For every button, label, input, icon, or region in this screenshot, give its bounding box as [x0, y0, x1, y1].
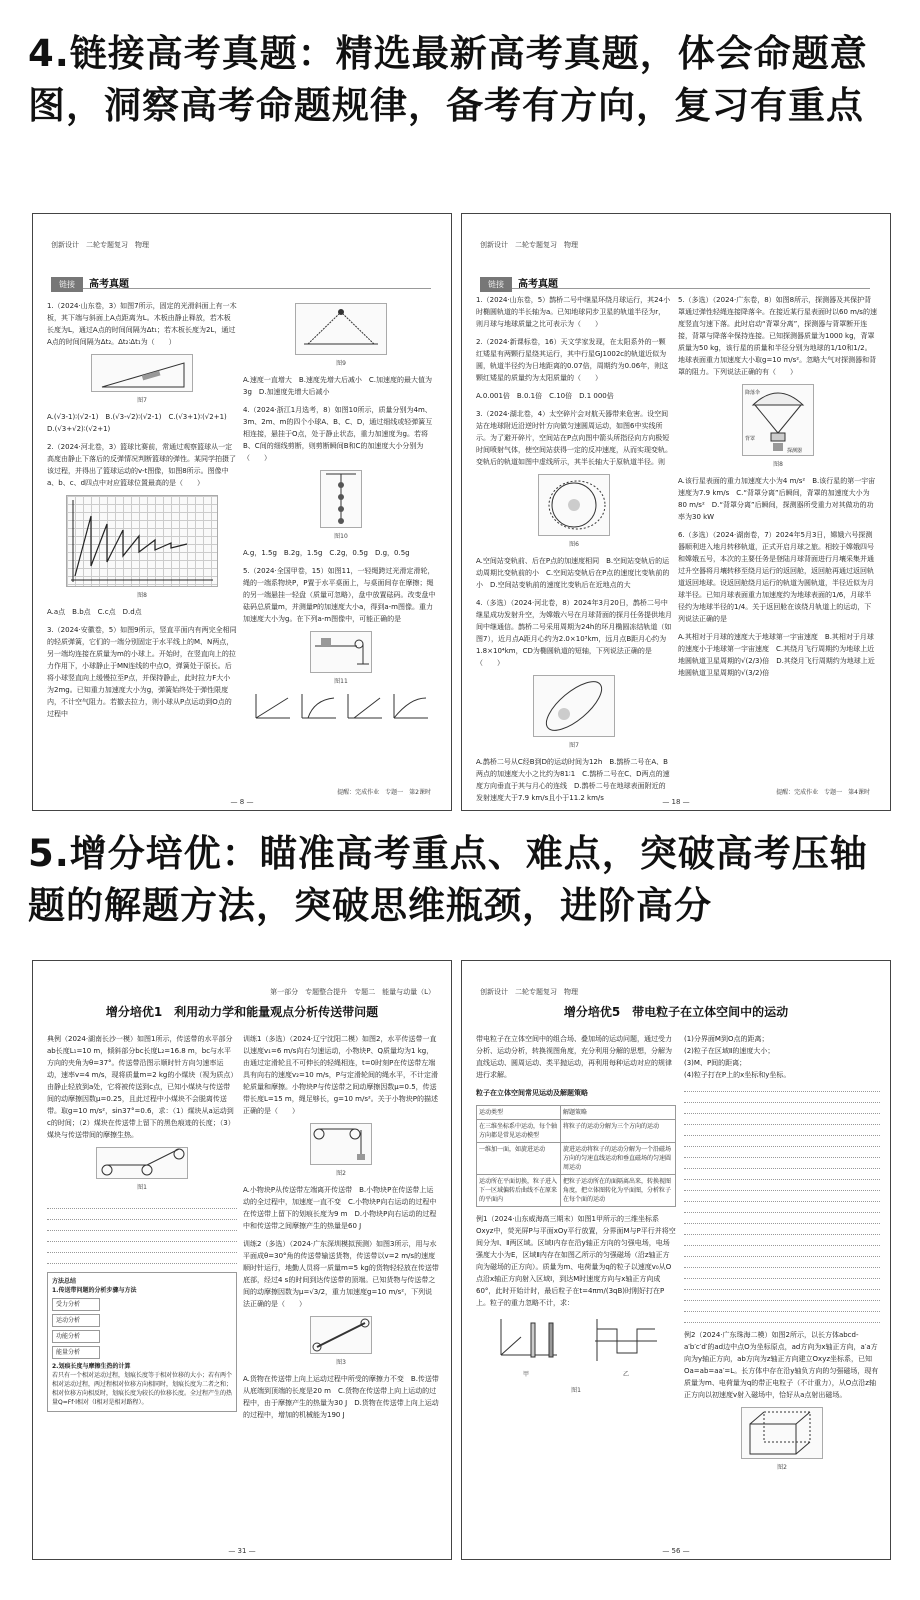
question: 2.（2024·新课标卷，16）天文学家发现，在太阳系外的一颗红矮星有两颗行星绕其运行，其中行星GJ1002c的轨道近似为圆，轨道半径约为日地距离的0.07倍，周期约为0.06年，则这颗红矮星的质量约为太阳质量的（ ） [476, 338, 669, 382]
footer-note: 提醒：完成作业 专题一 第2课时 [337, 789, 431, 796]
figure-sub-caption: 乙 [622, 1371, 629, 1378]
options: A.该行星表面的重力加速度大小为4 m/s² B.该行星的第一宇宙速度为7.9 km/s C.“背罩分离”后瞬间，背罩的加速度大小为80 m/s² D.“背罩分离”后瞬间，探测器所受重力对其做功的功率为30 kW [678, 477, 876, 521]
question: 3.（2024·安徽卷，5）如图9所示，竖直平面内有两完全相同的轻质弹簧，它们的一端分别固定于水平线上的M、N两点，另一端均连接在质量为m的小球上。开始时，在竖直向上的拉力作用下，小球静止于MN连线的中点O，弹簧处于原长。后将小球竖直向上缓慢拉至P点，并保持静止，此时拉力F大小为2mg。已知重力加速度大小为g，弹簧始终处于弹性限度内，不计空气阻力。若撤去拉力，则小球从P点运动到O点的过程中 [47, 626, 237, 718]
table-cell: 旋进运动将粒子的运动分解为一个沿磁场方向的匀速直线运动和垂直磁场的匀速圆周运动 [560, 1143, 675, 1175]
answer-line [684, 1147, 880, 1158]
sub-question: (1)分界面M到O点的距离； [684, 1035, 769, 1043]
method-step: 受力分析 [52, 1298, 100, 1311]
left-column [47, 300, 237, 726]
example-question: 例1（2024·山东威海高三期末）如图1甲所示的三维坐标系Oxyz中，荧光屏P与平面xOy平行放置，分界面M与P平行并将空间分为Ⅰ、Ⅱ两区域。区域Ⅰ内存在沿y轴正方向的匀强电场，电场强度大小为E，区域Ⅱ内存在如图乙所示的匀强磁场（沿z轴正方向为磁场的正方向）。质量为m、电荷量为q的粒子以速度v₀从O点沿x轴正方向射入区域Ⅰ，到达M时速度方向与x轴正方向成60°，此时开始计时，最后粒子在t=4πm/(3qB)时刚好打在P上。粒子的重力忽略不计，求： [476, 1215, 676, 1307]
answer-line [684, 1114, 880, 1125]
figure-caption: 图10 [334, 533, 348, 540]
answer-line [684, 1224, 880, 1235]
left-column [476, 294, 672, 810]
section-title: 高考真题 [518, 279, 558, 290]
options: A.a点 B.b点 C.c点 D.d点 [47, 608, 142, 616]
table-row [477, 1143, 676, 1175]
table-header: 运动类型 [477, 1106, 561, 1120]
figure-panel [491, 1315, 561, 1385]
strategy-table [476, 1105, 676, 1207]
section-heading-5: 5.增分培优：瞄准高考重点、难点，突破高考压轴题的解题方法，突破思维瓶颈，进阶高分 [28, 832, 868, 927]
question: 4.（多选）（2024·河北卷，8）2024年3月20日，鹊桥二号中继星成功发射升空，为嫦娥六号在月球背面的探月任务提供地月间中继通信。鹊桥二号采用周期为24h的环月椭圆冻结轨道（如图7），近月点A距月心约为2.0×10³km，远月点B距月心约为1.8×10⁴km，CD为椭圆轨道的短轴，下列说法正确的是（ ） [476, 599, 672, 667]
answer-line [47, 1220, 237, 1231]
page-number: — 18 — [662, 798, 690, 806]
options: A.小物块P从传送带左端离开传送带 B.小物块P在传送带上运动的全过程中，加速度一直不变 C.小物块P向右运动的过程中在传送带上留下的划痕长度为9 m D.小物块P向右运动的过程中和传送带之间摩擦产生的热量是60 J [243, 1186, 437, 1230]
training-question: 训练2（多选）（2024·广东深圳模拟预测）如图3所示，用与水平面成θ=30°角的传送带输送货物，传送带以v=2 m/s的速度顺时针运行，地勤人员将一质量m=5 kg的货物轻轻放在传送带底部，经过4 s的时间到达传送带的顶端。已知货物与传送带之间的动摩擦因数为μ=√3/2，重力加速度g=10 m/s²，下列说法正确的是（ ） [243, 1240, 439, 1308]
graph-option [344, 692, 384, 722]
example-question: 例2（2024·广东珠海二模）如图2所示，以长方体abcd-a′b′c′d′的ad边中点O为坐标原点，ad方向为x轴正方向，a′a方向为y轴正方向，ab方向为z轴正方向建立Oxyz坐标系，已知Oa=ab=aa′=L。长方体中存在沿y轴负方向的匀强磁场，现有质量为m、电荷量为q的带正电粒子（不计重力），从O点沿z轴正方向以初速度v射入磁场中，恰好从a点射出磁场。 [684, 1331, 879, 1399]
method-subtitle: 2.划痕长度与摩擦生热的计算 [52, 1363, 131, 1370]
method-step: 运动分析 [52, 1314, 100, 1327]
example-figures [476, 1315, 676, 1385]
method-step: 能量分析 [52, 1346, 100, 1359]
answer-line [684, 1103, 880, 1114]
answer-line [47, 1198, 237, 1209]
vt-graph-figure [66, 495, 218, 587]
page-title: 增分培优5 带电粒子在立体空间中的运动 [563, 1005, 789, 1019]
options: A.(√3-1)∶(√2-1) B.(√3-√2)∶(√2-1) C.(√3+1)∶(√2+1) D.(√3+√2)∶(√2+1) [47, 413, 234, 433]
table-row [477, 1120, 676, 1143]
sample-page-8 [32, 213, 452, 811]
options: A.g，1.5g B.2g，1.5g C.2g，0.5g D.g，0.5g [243, 549, 410, 557]
table-cell: 一维加一面，如旋进运动 [477, 1143, 561, 1175]
figure-caption: 图6 [569, 541, 579, 548]
sub-question: (4)粒子打在P上的x坐标和y坐标。 [684, 1071, 791, 1079]
question: 6.（多选）（2024·湖南卷，7）2024年5月3日，嫦娥六号探测器顺利进入地月转移轨道，正式开启月球之旅。相较于嫦娥四号和嫦娥五号，本次的主要任务是登陆月球背面进行月壤采集并通过升空器将月壤转移至绕月运行的返回舱，返回舱再通过返回轨道返回地球。设返回舱绕月运行的轨道为圆轨道，半径近似为月球半径。已知月球表面重力加速度约为地球表面的1/6，月球半径约为地球半径的1/4。关于返回舱在该绕月轨道上的运动，下列说法正确的是 [678, 531, 874, 623]
table-title: 粒子在立体空间常见运动及解题策略 [476, 1089, 588, 1097]
answer-line [684, 1257, 880, 1268]
answer-line [684, 1268, 880, 1279]
section-tag: 链接 [480, 277, 512, 292]
table-cell: 在三维坐标系中运动，每个轴方向都是常见运动模型 [477, 1120, 561, 1143]
answer-line [47, 1209, 237, 1220]
sample-page-18 [461, 213, 891, 811]
method-text: 若只有一个相对运动过程，划痕长度等于相对位移的大小；若有两个相对运动过程，两过程相对位移方向相同时，划痕长度为二者之和；相对位移方向相反时，划痕长度为较长的位移长度。全过程产生的热量Q=Ff·l相对（l相对是相对路程）。 [52, 1372, 233, 1406]
section-title: 高考真题 [89, 279, 129, 290]
intro-text: 带电粒子在立体空间中的组合场、叠加场的运动问题，通过受力分析、运动分析，转换视图角度，充分利用分解的思想，分解为直线运动、圆周运动、类平抛运动，再利用每种运动对应的规律进行求解。 [476, 1035, 672, 1079]
training-question: 训练1（多选）（2024·辽宁沈阳二模）如图2，水平传送带一直以速度v₁=6 m/s向右匀速运动，小物块P、Q质量均为1 kg，由通过定滑轮且不可伸长的轻绳相连，t=0时刻P在传送带左端具有向右的速度v₂=10 m/s，P与定滑轮间的绳水平，不计定滑轮质量和摩擦。小物块P与传送带之间动摩擦因数μ=0.5，传送带长度L=15 m，绳足够长，g=10 m/s²。关于小物块P的描述正确的是（ ） [243, 1035, 439, 1115]
answer-line [47, 1231, 237, 1242]
answer-line [684, 1125, 880, 1136]
running-head: 创新设计 二轮专题复习 物理 [51, 241, 149, 249]
ellipse-orbit-figure [533, 675, 615, 737]
answer-line [684, 1136, 880, 1147]
graph-option [390, 692, 430, 722]
figure-caption: 图1 [571, 1387, 581, 1394]
figure-caption: 图7 [569, 742, 579, 749]
options: A.货物在传送带上向上运动过程中所受的摩擦力不变 B.传送带从底端到顶端的长度是20 m C.货物在传送带上向上运动的过程中，由于摩擦产生的热量为30 J D.货物在传送带上向上运动的过程中，增加的机械能为190 J [243, 1375, 439, 1419]
method-subtitle: 1.传送带问题的分析步骤与方法 [52, 1287, 137, 1294]
figure-caption: 图11 [334, 678, 348, 685]
example-question: 典例（2024·湖南长沙一模）如图1所示，传送带的水平部分ab长度L₁=10 m，倾斜部分bc长度L₂=16.8 m，bc与水平方向的夹角为θ=37°。传送带沿图示顺时针方向匀速率运动，速率v=4 m/s，现将质量m=2 kg的小煤块（视为质点）由静止轻放到a处，它将被传送到c点，已知小煤块与传送带间的动摩擦因数μ=0.25，且此过程中小煤块不会脱离传送带。取g=10 m/s²，sin37°=0.6，求：（1）煤块从a运动到c的时间；（2）煤块在传送带上留下的黑色痕迹的长度；（3）煤块与传送带间的摩擦生热。 [47, 1035, 235, 1139]
section-heading-4: 4.链接高考真题：精选最新高考真题，体会命题意图，洞察高考命题规律，备考有方向，复习有重点 [28, 32, 868, 127]
figure-sub-caption: 甲 [522, 1371, 529, 1378]
incline-belt-figure [310, 1316, 372, 1354]
running-head: 创新设计 二轮专题复习 物理 [480, 988, 578, 996]
answer-line [47, 1242, 237, 1253]
sample-page-31 [32, 960, 452, 1560]
figure-panel [591, 1315, 661, 1385]
question: 2.（2024·河北卷，3）篮球比赛前，常通过观察篮球从一定高度由静止下落后的反弹情况判断篮球的弹性。某同学拍摄了该过程，并得出了篮球运动的v-t图像，如图8所示。图像中a、b、c、d四点中对应篮球位置最高的是（ ） [47, 443, 236, 487]
section-bar [51, 272, 431, 289]
method-steps [52, 1298, 232, 1359]
question: 5.（多选）（2024·广东卷，8）如图8所示，探测器及其保护背罩通过弹性轻绳连接降落伞。在接近某行星表面时以60 m/s的速度竖直匀速下落。此时启动“背罩分离”，探测器与背罩断开连接，背罩与降落伞保持连接。已知探测器质量为1000 kg，背罩质量为50 kg，该行星的质量和半径分别为地球的1/10和1/2。地球表面重力加速度大小取g=10 m/s²。忽略大气对探测器和背罩的阻力。下列说法正确的有（ ） [678, 296, 877, 376]
graph-option [252, 692, 292, 722]
right-column [243, 1033, 439, 1427]
page-number: — 8 — [230, 798, 254, 806]
footer-note: 提醒：完成作业 专题一 第4课时 [776, 789, 870, 796]
running-head: 第一部分 专题整合提升 专题二 能量与动量（L） [270, 988, 435, 996]
page-title: 增分培优1 利用动力学和能量观点分析传送带问题 [105, 1005, 379, 1019]
table-cell: 把粒子运动所在的面隔离出来，转换视图角度，把立体图转化为平面图，分析粒子在每个面的运动 [560, 1175, 675, 1207]
figure-caption: 图2 [777, 1464, 787, 1471]
answer-line [684, 1301, 880, 1312]
conveyor-figure [96, 1147, 188, 1179]
question: 4.（2024·浙江1月选考，8）如图10所示，质量分别为4m、3m、2m、m的四个小球A、B、C、D，通过细线或轻弹簧互相连接，悬挂于O点，处于静止状态，重力加速度为g。若将B、C间的细线剪断，则剪断瞬间B和C的加速度大小分别为（ ） [243, 406, 433, 462]
figure [91, 354, 193, 392]
figure-label: 降落伞 [745, 390, 761, 396]
sample-page-56 [461, 960, 891, 1560]
table-header: 解题策略 [560, 1106, 675, 1120]
answer-line [684, 1158, 880, 1169]
right-column [243, 300, 439, 722]
method-title: 方法总结 [52, 1278, 77, 1285]
table-row [477, 1175, 676, 1207]
parachute-figure [742, 384, 814, 456]
table-header-row [477, 1106, 676, 1120]
right-column [684, 1033, 880, 1478]
figure-label: 探测器 [787, 448, 803, 454]
belt-pulley-figure [310, 1123, 372, 1165]
figure-label: 背罩 [745, 436, 756, 442]
table-cell: 运动所在平面切换，粒子进入下一区域偏转后曲线不在原来的平面内 [477, 1175, 561, 1207]
question: 1.（2024·山东卷，5）鹊桥二号中继星环绕月球运行，其24小时椭圆轨道的半长轴为a。已知地球同步卫星的轨道半径为r，则月球与地球质量之比可表示为（ ） [476, 296, 671, 328]
sub-question: (3)M、P间的距离； [684, 1059, 747, 1067]
answer-line [47, 1253, 237, 1264]
page-number: — 31 — [228, 1547, 256, 1555]
pulley-figure [310, 631, 372, 673]
running-head: 创新设计 二轮专题复习 物理 [480, 241, 578, 249]
cuboid-figure [741, 1407, 823, 1459]
left-column [47, 1033, 237, 1412]
figure-caption: 图7 [137, 397, 147, 404]
answer-line [684, 1235, 880, 1246]
answer-line [684, 1092, 880, 1103]
sub-question: (2)粒子在区域Ⅱ的速度大小； [684, 1047, 775, 1055]
figure-caption: 图9 [336, 360, 346, 367]
answer-line [684, 1180, 880, 1191]
question: 1.（2024·山东卷，3）如图7所示，固定的光滑斜面上有一木板，其下端与斜面上A点距离为L。木板由静止释放，若木板长度为L，通过A点的时间间隔为Δt₁；若木板长度为2L，通过A点的时间间隔为Δt₂。Δt₂∶Δt₁为（ ） [47, 302, 237, 346]
figure-caption: 图3 [336, 1359, 346, 1366]
spring-figure [295, 303, 387, 355]
question: 5.（2024·全国甲卷，15）如图11，一轻绳跨过光滑定滑轮，绳的一端系物块P，P置于水平桌面上，与桌面间存在摩擦；绳的另一端悬挂一轻盘（质量可忽略），盘中放置砝码。改变盘中砝码总质量m，并测量P的加速度大小a，得到a-m图像。重力加速度大小为g。在下列a-m图像中，可能正确的是 [243, 567, 436, 623]
figure-caption: 图8 [137, 592, 147, 599]
graph-option [298, 692, 338, 722]
answer-line [684, 1213, 880, 1224]
answer-line [684, 1246, 880, 1257]
method-summary-box [47, 1272, 237, 1412]
options: A.0.001倍 B.0.1倍 C.10倍 D.1 000倍 [476, 392, 614, 400]
section-tag: 链接 [51, 277, 83, 292]
figure-caption: 图8 [773, 461, 783, 468]
question: 3.（2024·湖北卷，4）太空碎片会对航天器带来危害。设空间站在地球附近沿逆时针方向做匀速圆周运动，如图6中实线所示。为了避开碎片，空间站在P点向图中箭头所指径向方向极短时间喷射气体，使空间站获得一定的反冲速度，从而实现变轨。变轨后的轨道如图中虚线所示，其半长轴大于原轨道半径。则 [476, 410, 672, 466]
options: A.鹊桥二号从C经B到D的运动时间为12h B.鹊桥二号在A、B两点的加速度大小之比约为81∶1 C.鹊桥二号在C、D两点的速度方向垂直于其与月心的连线 D.鹊桥二号在地球表面附近的发射速度大于7.9 km/s且小于11.2 km/s [476, 758, 670, 802]
options: A.空间站变轨前、后在P点的加速度相同 B.空间站变轨后的运动周期比变轨前的小 C.空间站变轨后在P点的速度比变轨前的小 D.空间站变轨前的速度比变轨后在近地点的大 [476, 557, 670, 589]
figure-caption: 图1 [137, 1184, 147, 1191]
section-bar [480, 272, 870, 289]
answer-line [684, 1279, 880, 1290]
answer-line [684, 1290, 880, 1301]
table-cell: 将粒子的运动分解为三个方向的运动 [560, 1120, 675, 1143]
figure-caption: 图2 [336, 1170, 346, 1177]
options: A.其相对于月球的速度大于地球第一宇宙速度 B.其相对于月球的速度小于地球第一宇宙速度 C.其绕月飞行周期约为地球上近地圆轨道卫星周期的√(2/3)倍 D.其绕月飞行周期约为地球上近地圆轨道卫星周期的√(3/2)倍 [678, 633, 875, 677]
answer-line [684, 1169, 880, 1180]
answer-line [684, 1202, 880, 1213]
left-column [476, 1033, 676, 1401]
answer-graphs [243, 692, 439, 722]
answer-line [684, 1191, 880, 1202]
answer-line [684, 1081, 880, 1092]
right-column [678, 294, 878, 685]
options: A.速度一直增大 B.速度先增大后减小 C.加速度的最大值为3g D.加速度先增大后减小 [243, 376, 433, 396]
orbit-figure [538, 474, 610, 536]
method-step: 功能分析 [52, 1330, 100, 1343]
answer-line [684, 1312, 880, 1323]
page-number: — 56 — [662, 1547, 690, 1555]
hanging-balls-figure [320, 470, 362, 528]
